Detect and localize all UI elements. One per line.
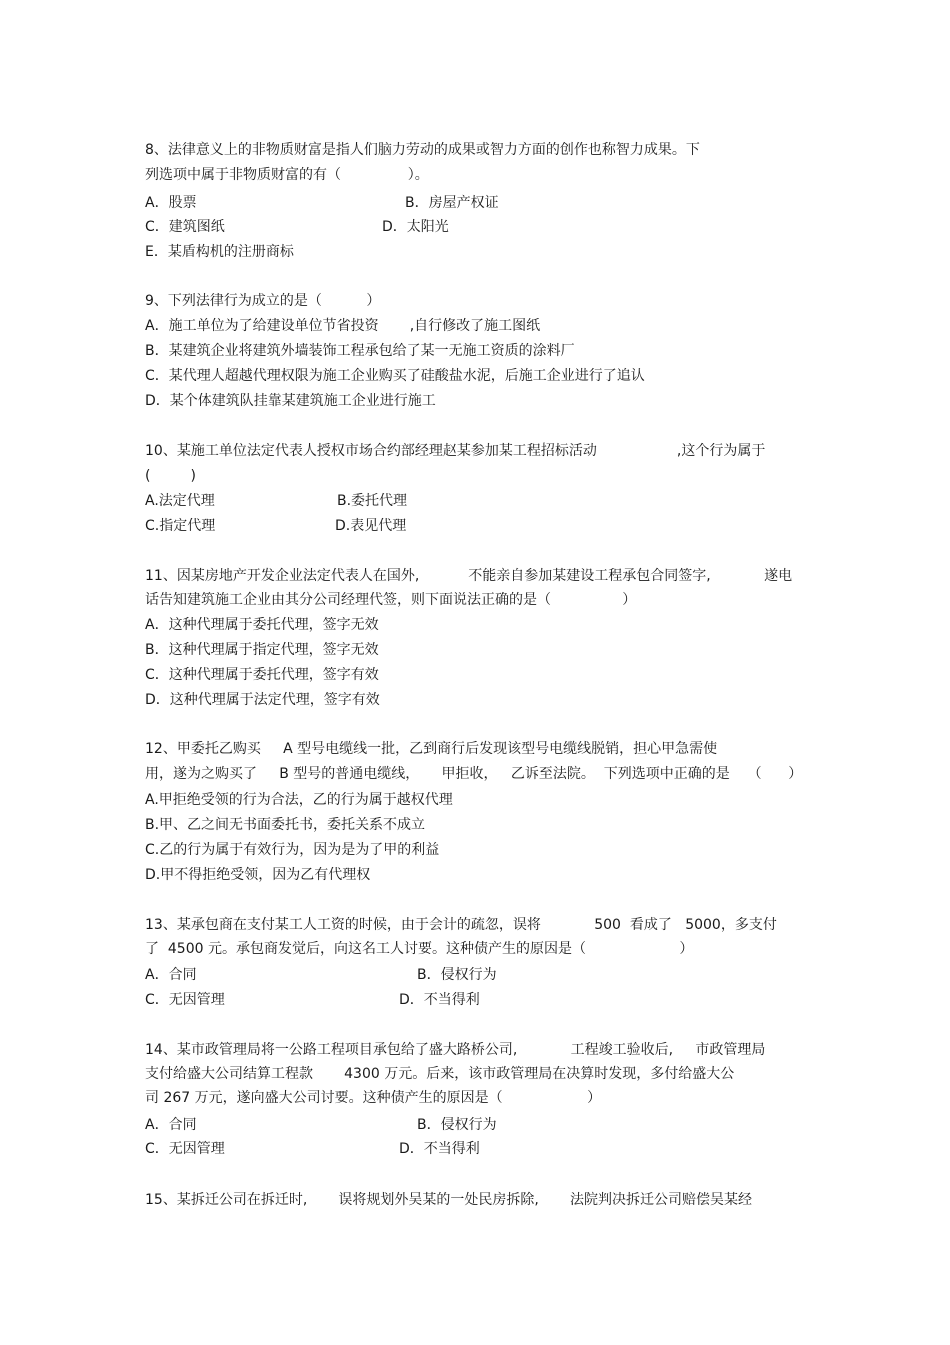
- question-14-option: D．不当得利: [399, 1141, 480, 1157]
- question-11-stem-line: 话告知建筑施工企业由其分公司经理代签，则下面说法正确的是（ ）: [145, 592, 637, 608]
- question-10-option: B.委托代理: [337, 493, 408, 509]
- question-12-stem-line: 用，遂为之购买了 B 型号的普通电缆线， 甲拒收， 乙诉至法院。 下列选项中正确的是 （ ）: [145, 766, 803, 782]
- question-9-option: C．某代理人超越代理权限为施工企业购买了硅酸盐水泥，后施工企业进行了追认: [145, 368, 645, 384]
- question-13-stem-line: 了 4500 元。承包商发觉后，向这名工人讨要。这种债产生的原因是（ ）: [145, 941, 694, 957]
- question-10-option: A.法定代理: [145, 493, 215, 509]
- question-12-option: D.甲不得拒绝受领，因为乙有代理权: [145, 867, 371, 883]
- question-9-option: B．某建筑企业将建筑外墙装饰工程承包给了某一无施工资质的涂料厂: [145, 343, 575, 359]
- question-14-stem-line: 14、某市政管理局将一公路工程项目承包给了盛大路桥公司, 工程竣工验收后, 市政管理局: [145, 1042, 766, 1058]
- question-11-stem-line: 11、因某房地产开发企业法定代表人在国外, 不能亲自参加某建设工程承包合同签字, 遂电: [145, 568, 793, 584]
- question-13-option: A．合同: [145, 967, 197, 983]
- question-8-option: A．股票: [145, 195, 197, 211]
- question-14-option: A．合同: [145, 1117, 197, 1133]
- question-8-stem-line: 8、法律意义上的非物质财富是指人们脑力劳动的成果或智力方面的创作也称智力成果。下: [145, 142, 700, 158]
- question-10-stem-line: 10、某施工单位法定代表人授权市场合约部经理赵某参加某工程招标活动 ,这个行为属于: [145, 443, 766, 459]
- question-11-option: A．这种代理属于委托代理，签字无效: [145, 617, 379, 633]
- question-9-stem-line: 9、下列法律行为成立的是（ ）: [145, 293, 381, 309]
- question-12-option: A.甲拒绝受领的行为合法，乙的行为属于越权代理: [145, 792, 453, 808]
- question-13-stem-line: 13、某承包商在支付某工人工资的时候，由于会计的疏忽，误将 500 看成了 5000，多支付: [145, 917, 777, 933]
- question-8-option: E．某盾构机的注册商标: [145, 244, 294, 260]
- question-8-option: D．太阳光: [382, 219, 449, 235]
- question-13-option: B．侵权行为: [417, 967, 497, 983]
- question-13-option: C．无因管理: [145, 992, 225, 1008]
- question-9-option: A．施工单位为了给建设单位节省投资 ,自行修改了施工图纸: [145, 318, 541, 334]
- question-10-option: C.指定代理: [145, 518, 216, 534]
- question-10-option: D.表见代理: [335, 518, 407, 534]
- question-11-option: D．这种代理属于法定代理，签字有效: [145, 692, 380, 708]
- question-8-option: B．房屋产权证: [405, 195, 499, 211]
- question-15-stem-line: 15、某拆迁公司在拆迁时, 误将规划外吴某的一处民房拆除, 法院判决拆迁公司赔偿吴某经: [145, 1192, 753, 1208]
- question-14-stem-line: 支付给盛大公司结算工程款 4300 万元。后来，该市政管理局在决算时发现，多付给盛大公: [145, 1066, 735, 1082]
- question-14-option: C．无因管理: [145, 1141, 225, 1157]
- question-14-option: B．侵权行为: [417, 1117, 497, 1133]
- question-8-option: C．建筑图纸: [145, 219, 225, 235]
- question-10-stem-line: ( ): [145, 468, 196, 484]
- question-12-option: B.甲、乙之间无书面委托书，委托关系不成立: [145, 817, 426, 833]
- question-9-option: D．某个体建筑队挂靠某建筑施工企业进行施工: [145, 393, 436, 409]
- question-14-stem-line: 司 267 万元，遂向盛大公司讨要。这种债产生的原因是（ ）: [145, 1090, 602, 1106]
- question-11-option: C．这种代理属于委托代理，签字有效: [145, 667, 379, 683]
- question-12-stem-line: 12、甲委托乙购买 A 型号电缆线一批，乙到商行后发现该型号电缆线脱销，担心甲急需使: [145, 741, 718, 757]
- question-13-option: D．不当得利: [399, 992, 480, 1008]
- question-12-option: C.乙的行为属于有效行为，因为是为了甲的利益: [145, 842, 440, 858]
- question-8-stem-line: 列选项中属于非物质财富的有（ ）。: [145, 167, 429, 183]
- question-11-option: B．这种代理属于指定代理，签字无效: [145, 642, 379, 658]
